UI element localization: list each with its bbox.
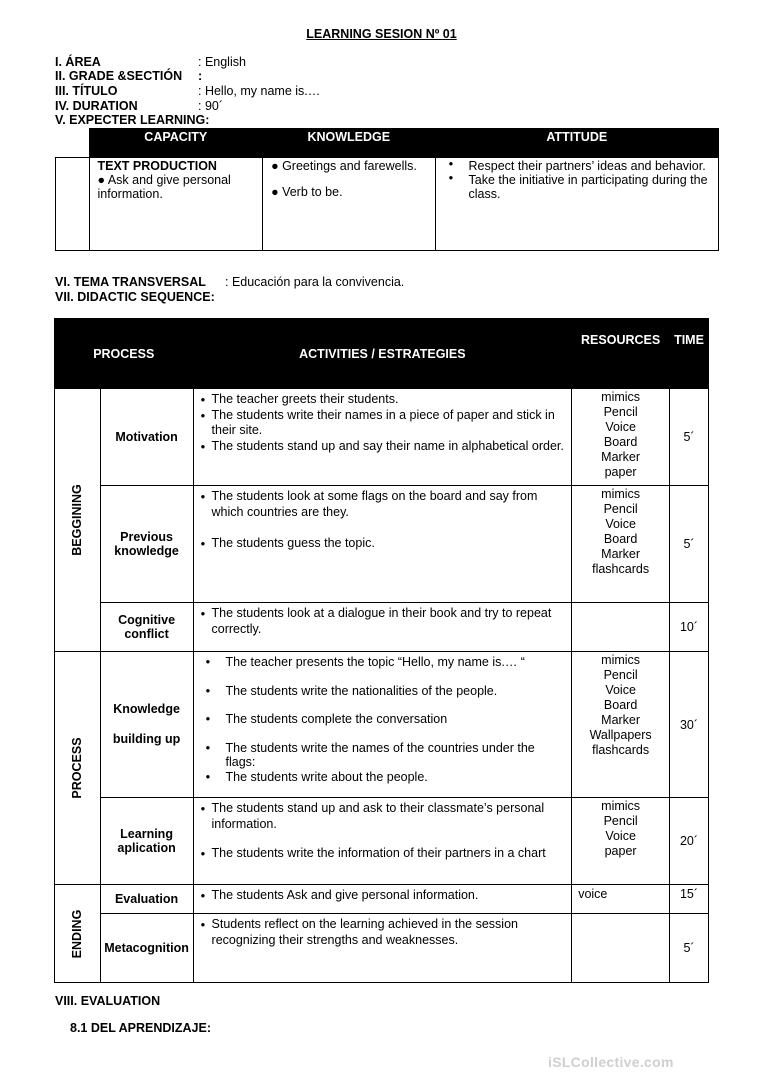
- activities-cell: [193, 652, 572, 798]
- activity-item: ● The students stand up and ask to their classmate’s personal information.: [201, 801, 566, 832]
- sub-metacognition: Metacognition: [100, 914, 193, 983]
- time-cell: 10´: [670, 603, 709, 652]
- header-duration-label: IV. DURATION: [55, 99, 138, 113]
- header-grade-label: II. GRADE &SECTIÓN: [55, 69, 183, 83]
- activities-cell: [193, 914, 572, 983]
- sub-evaluation: Evaluation: [100, 885, 193, 914]
- activity-item: ● The students write about the people.: [181, 770, 566, 785]
- time-cell: 30´: [670, 652, 709, 798]
- activity-item: ● The students write the nationalities of the people.: [181, 684, 566, 699]
- activity-item: ● The teacher greets their students.: [201, 392, 566, 408]
- stage-process: PROCESS: [55, 652, 101, 885]
- capacity-item: ● Ask and give personal information.: [97, 173, 231, 201]
- header-title-value: : Hello, my name is.…: [198, 84, 321, 98]
- sequence-table: [54, 318, 709, 983]
- header-area-label: I. ÁREA: [55, 55, 101, 69]
- header-grade-value: :: [198, 69, 203, 83]
- activity-item: ● The students look at a dialogue in their book and try to repeat correctly.: [201, 606, 566, 637]
- resources-cell: mimics Pencil Voice Board Marker flashcards: [572, 486, 670, 603]
- resources-cell: [572, 914, 670, 983]
- time-cell: 15´: [670, 885, 709, 914]
- time-cell: 20´: [670, 798, 709, 885]
- didactic-label: VII. DIDACTIC SEQUENCE:: [55, 290, 215, 304]
- tema-value: : Educación para la convivencia.: [225, 275, 405, 289]
- tema-label: VI. TEMA TRANSVERSAL: [55, 275, 206, 289]
- attitude-item: ● Respect their partners’ ideas and behavior.: [424, 159, 710, 173]
- activities-cell: [193, 486, 572, 603]
- time-cell: 5´: [670, 389, 709, 486]
- activity-item: ● Students reflect on the learning achieved in the session recognizing their strengths and weaknesses.: [201, 917, 566, 948]
- activities-cell: [193, 603, 572, 652]
- header-area-value: : English: [198, 55, 246, 69]
- time-cell: 5´: [670, 486, 709, 603]
- activity-item: ● The students write the names of the countries under the flags:: [181, 741, 566, 770]
- col-time: TIME: [670, 319, 709, 389]
- col-resources: RESOURCES: [572, 319, 670, 389]
- attitude-item: ● Take the initiative in participating during the class.: [424, 173, 710, 201]
- resources-cell: mimics Pencil Voice paper: [572, 798, 670, 885]
- activities-cell: [193, 885, 572, 914]
- activity-item: ● The students Ask and give personal information.: [201, 888, 566, 904]
- time-cell: 5´: [670, 914, 709, 983]
- resources-cell: voice: [572, 885, 670, 914]
- activity-item: ● The students stand up and say their name in alphabetical order.: [201, 439, 566, 455]
- sub-cognitive-conflict: Cognitive conflict: [100, 603, 193, 652]
- watermark-logo: iSLCollective.com: [548, 1054, 674, 1070]
- stage-ending: ENDING: [55, 885, 101, 983]
- knowledge-cell: [263, 158, 435, 251]
- sub-knowledge-building: Knowledge building up: [100, 652, 193, 798]
- page-title: LEARNING SESION Nº 01: [306, 27, 457, 41]
- resources-cell: mimics Pencil Voice Board Marker paper: [572, 389, 670, 486]
- activities-cell: [193, 798, 572, 885]
- col-knowledge: KNOWLEDGE: [263, 129, 435, 158]
- resources-cell: [572, 603, 670, 652]
- activity-item: ● The students look at some flags on the board and say from which countries are they.: [201, 489, 566, 520]
- evaluation-subheading: 8.1 DEL APRENDIZAJE:: [70, 1021, 212, 1035]
- activity-item: ● The students guess the topic.: [201, 536, 566, 552]
- header-expected-label: V. EXPECTER LEARNING:: [55, 113, 210, 127]
- attitude-cell: [435, 158, 718, 251]
- knowledge-item: ● Verb to be.: [271, 185, 343, 199]
- sub-learning-application: Learning aplication: [100, 798, 193, 885]
- knowledge-item: ● Greetings and farewells.: [271, 159, 417, 173]
- activity-item: ● The students write their names in a piece of paper and stick in their site.: [201, 408, 566, 439]
- evaluation-heading: VIII. EVALUATION: [55, 994, 161, 1008]
- learning-table: [55, 128, 719, 251]
- capacity-cell: [89, 158, 263, 251]
- sub-previous-knowledge: Previous knowledge: [100, 486, 193, 603]
- col-process: PROCESS: [55, 319, 194, 389]
- col-attitude: ATTITUDE: [435, 129, 718, 158]
- header-duration-value: : 90´: [198, 99, 224, 113]
- activity-item: ● The students write the information of their partners in a chart: [201, 846, 566, 862]
- sub-motivation: Motivation: [100, 389, 193, 486]
- activity-item: ● The teacher presents the topic “Hello, my name is.… “: [181, 655, 566, 670]
- stage-beginning: BEGGINING: [55, 389, 101, 652]
- activity-item: ● The students complete the conversation: [181, 712, 566, 727]
- col-capacity: CAPACITY: [89, 129, 263, 158]
- col-activities: ACTIVITIES / ESTRATEGIES: [193, 319, 572, 389]
- capacity-title: TEXT PRODUCTION: [97, 159, 217, 173]
- activities-cell: [193, 389, 572, 486]
- resources-cell: mimics Pencil Voice Board Marker Wallpapers flashcards: [572, 652, 670, 798]
- header-title-label: III. TÍTULO: [55, 84, 118, 98]
